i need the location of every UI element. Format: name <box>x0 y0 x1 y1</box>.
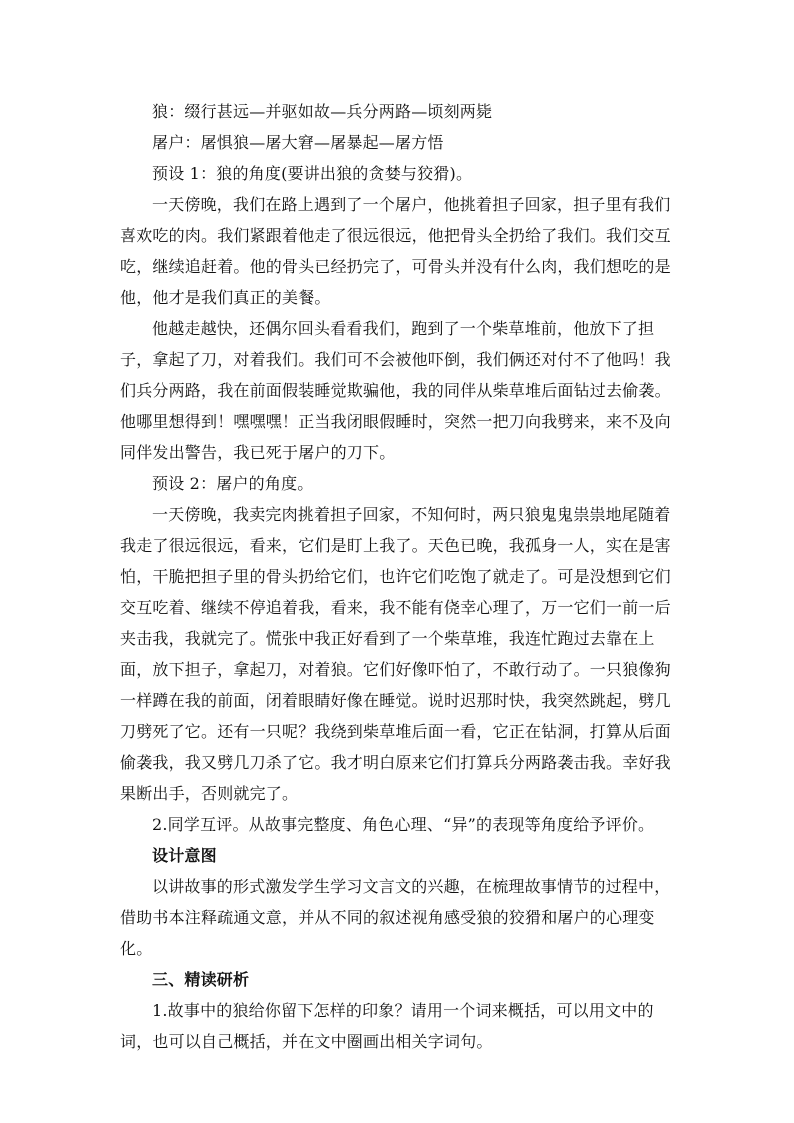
design-intent-paragraph: 以讲故事的形式激发学生学习文言文的兴趣，在梳理故事情节的过程中，借助书本注释疏通文意，并从不同的叙述视角感受狼的狡猾和屠户的心理变化。 <box>120 877 671 958</box>
close-reading-question-1: 1.故事中的狼给你留下怎样的印象？请用一个词来概括，可以用文中的词，也可以自己概括，并在文中圈画出相关字词句。 <box>120 1001 654 1051</box>
design-intent-heading: 设计意图 <box>152 846 217 865</box>
peer-review-item: 2.同学互评。从故事完整度、角色心理、“异”的表现等角度给予评价。 <box>152 815 655 834</box>
document-body <box>120 96 680 1057</box>
preset-2-heading: 预设 2：屠户的角度。 <box>152 474 314 493</box>
wolf-summary-line: 狼：缀行甚远—并驱如故—兵分两路—顷刻两毙 <box>152 102 493 121</box>
butcher-summary-line: 屠户：屠惧狼—屠大窘—屠暴起—屠方悟 <box>152 133 444 152</box>
wolf-perspective-paragraph-1: 一天傍晚，我们在路上遇到了一个屠户，他挑着担子回家，担子里有我们喜欢吃的肉。我们紧跟着他走了很远很远，他把骨头全扔给了我们。我们交互吃，继续追赶着。他的骨头已经扔完了，可骨头并没有什么肉，我们想吃的是他，他才是我们真正的美餐。 <box>120 195 671 307</box>
butcher-perspective-paragraph: 一天傍晚，我卖完肉挑着担子回家，不知何时，两只狼鬼鬼祟祟地尾随着我走了很远很远，看来，它们是盯上我了。天色已晚，我孤身一人，实在是害怕，干脆把担子里的骨头扔给它们，也许它们吃饱了就走了。可是没想到它们交互吃着、继续不停追着我，看来，我不能有侥幸心理了，万一它们一前一后夹击我，我就完了。慌张中我正好看到了一个柴草堆，我连忙跑过去靠在上面，放下担子，拿起刀，对着狼。它们好像吓怕了，不敢行动了。一只狼像狗一样蹲在我的前面，闭着眼睛好像在睡觉。说时迟那时快，我突然跳起，劈几刀劈死了它。还有一只呢？我绕到柴草堆后面一看，它正在钻洞，打算从后面偷袭我，我又劈几刀杀了它。我才明白原来它们打算兵分两路袭击我。幸好我果断出手，否则就完了。 <box>120 505 671 803</box>
close-reading-heading: 三、精读研析 <box>152 970 250 989</box>
wolf-perspective-paragraph-2: 他越走越快，还偶尔回头看看我们，跑到了一个柴草堆前，他放下了担子，拿起了刀，对着我们。我们可不会被他吓倒，我们俩还对付不了他吗！我们兵分两路，我在前面假装睡觉欺骗他，我的同伴从柴草堆后面钻过去偷袭。他哪里想得到！嘿嘿嘿！正当我闭眼假睡时，突然一把刀向我劈来，来不及向同伴发出警告，我已死于屠户的刀下。 <box>120 319 671 462</box>
preset-1-heading: 预设 1：狼的角度(要讲出狼的贪婪与狡猾)。 <box>152 164 473 183</box>
